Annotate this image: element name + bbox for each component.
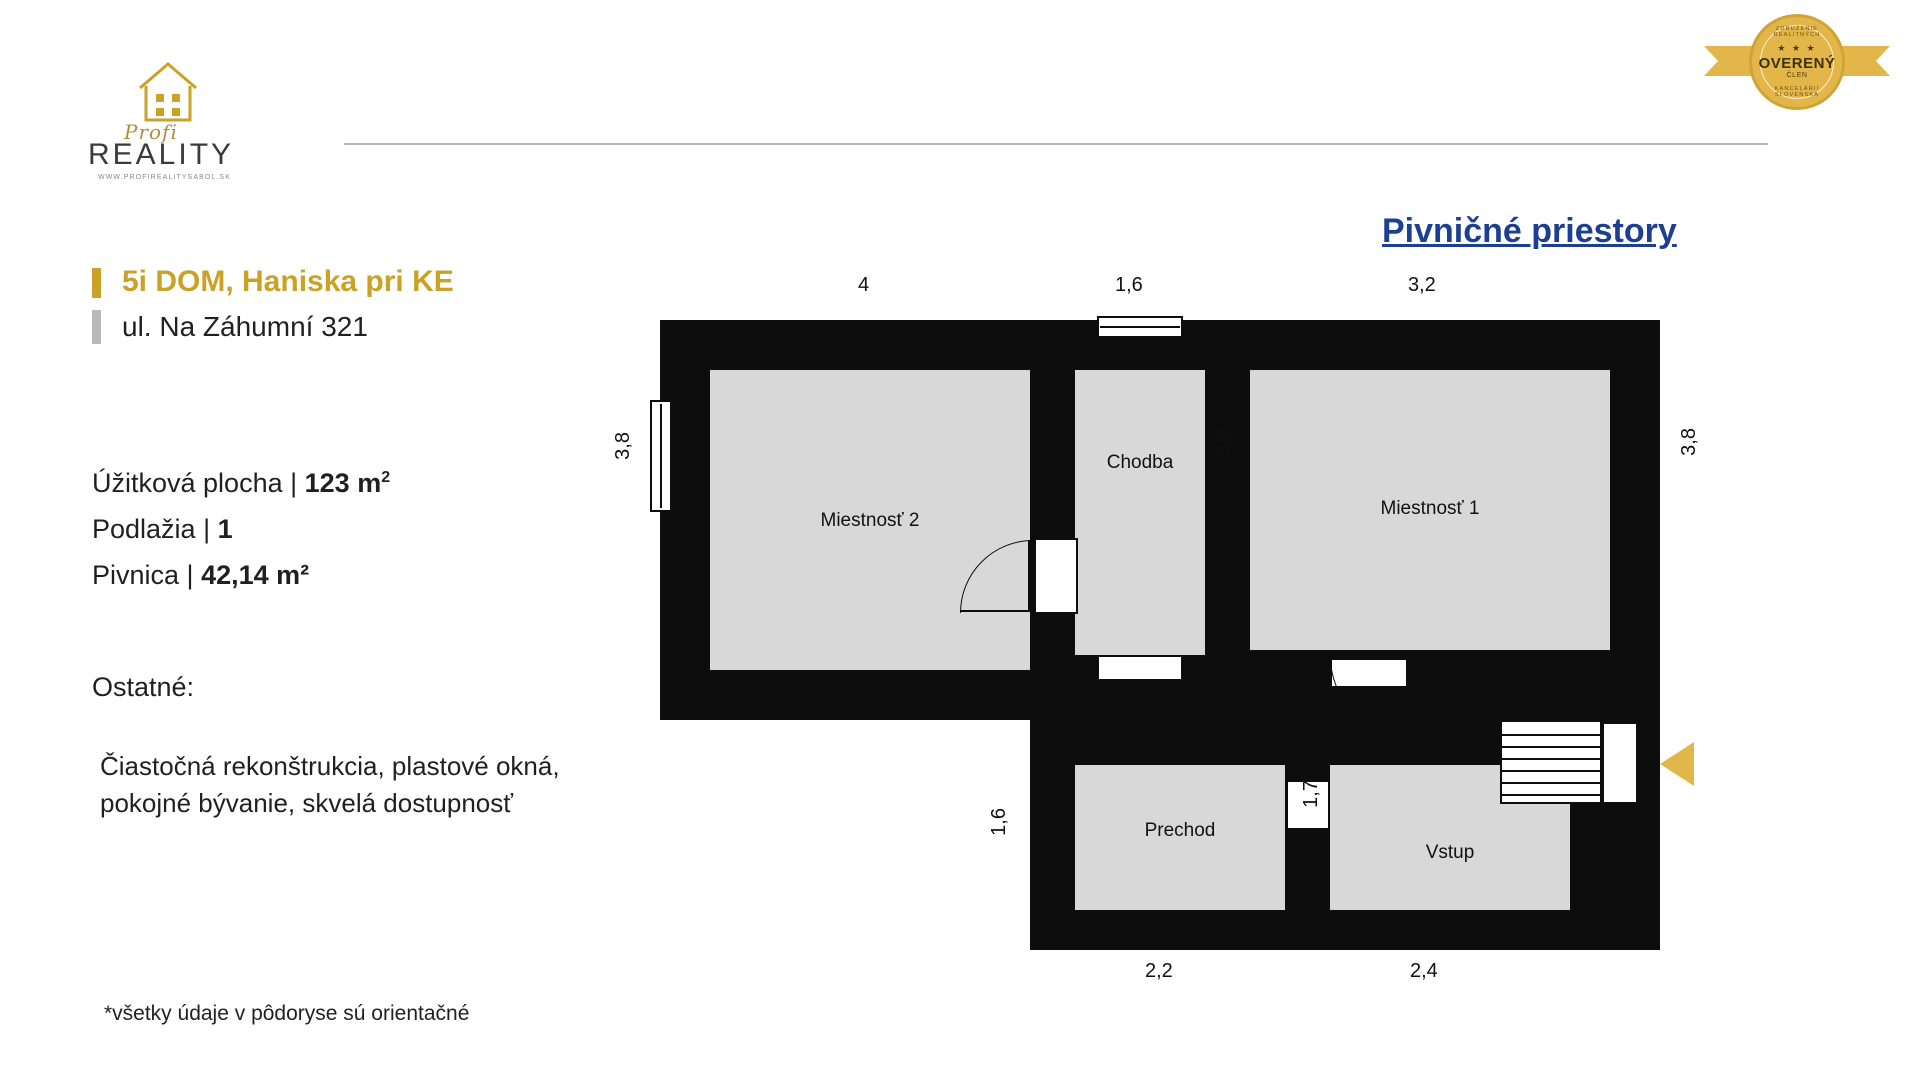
dim-top-right: 3,2 (1408, 274, 1436, 296)
room-chodba (1075, 370, 1205, 655)
title-accent-bar-gold (92, 268, 101, 298)
room-label-miestnost-1: Miestnosť 1 (1380, 498, 1480, 519)
brand-logo (88, 58, 288, 198)
room-label-vstup: Vstup (1425, 842, 1475, 863)
room-label-chodba: Chodba (1106, 452, 1174, 473)
logo-script-text: Profi (124, 120, 178, 144)
window-vstup-exterior (1602, 722, 1638, 804)
fact-label-floors: Podlažia | (92, 514, 211, 544)
facts-list (92, 455, 612, 598)
logo-main-text: REALITY (88, 138, 235, 171)
fact-value-cellar: 42,14 m² (201, 560, 310, 590)
page-title: 5i DOM, Haniska pri KE (122, 265, 454, 298)
fact-label-area: Úžitková plocha | (92, 468, 298, 498)
footnote-text: *všetky údaje v pôdoryse sú orientačné (104, 1002, 470, 1025)
dim-left-vertical: 3,8 (612, 432, 634, 460)
entrance-arrow-icon (1660, 742, 1694, 786)
fact-value-floors: 1 (217, 514, 233, 544)
door-frame-miestnost-2 (1034, 538, 1078, 614)
verified-member-badge (1702, 8, 1892, 116)
window-left-miestnost-2-line (660, 404, 662, 508)
fact-value-area: 123 m (304, 468, 382, 498)
fact-row-cellar (92, 552, 612, 598)
dim-top-left: 4 (858, 274, 870, 296)
window-chodba-prechod (1097, 655, 1183, 681)
badge-circle (1749, 14, 1845, 110)
fact-label-cellar: Pivnica | (92, 560, 194, 590)
stair-step (1502, 746, 1600, 748)
badge-sub-text: ČLEN (1786, 72, 1808, 79)
other-label: Ostatné: (92, 672, 195, 702)
badge-stars-icon: ★ ★ ★ (1777, 43, 1817, 53)
header-divider (344, 143, 1768, 145)
title-accent-bar-grey (92, 310, 101, 344)
page-subtitle: ul. Na Záhumní 321 (122, 311, 368, 342)
other-text: Čiastočná rekonštrukcia, plastové okná, pokojné bývanie, skvelá dostupnosť (100, 751, 560, 818)
door-swing-line-miestnost-2 (960, 610, 1032, 612)
stairs-vstup (1500, 720, 1602, 804)
fact-row-floors (92, 506, 612, 552)
dim-bottom-right: 2,4 (1410, 960, 1438, 982)
floor-plan (600, 274, 1720, 982)
stair-step (1502, 794, 1600, 796)
house-logo-icon (134, 58, 202, 126)
fact-row-area (92, 455, 612, 506)
dim-top-mid: 1,6 (1115, 274, 1143, 296)
dim-lower-left-vertical: 1,6 (988, 808, 1010, 836)
badge-bottom-text: KANCELÁRIÍ SLOVENSKA (1774, 86, 1820, 98)
logo-url-text: WWW.PROFIREALITYSABOL.SK (98, 174, 231, 181)
window-top-chodba-line (1100, 326, 1180, 328)
badge-top-text: ZDRUŽENIE REALITNÝCH (1773, 26, 1821, 38)
stair-step (1502, 782, 1600, 784)
dim-lower-mid-vertical: 1,7 (1300, 780, 1322, 808)
stair-step (1502, 734, 1600, 736)
stair-step (1502, 758, 1600, 760)
dim-bottom-left: 2,2 (1145, 960, 1173, 982)
room-label-miestnost-2: Miestnosť 2 (820, 510, 920, 531)
dim-mid-vertical: 3,8 (1213, 428, 1235, 456)
fact-value-area-sup: 2 (381, 469, 391, 486)
badge-main-text: OVERENÝ (1758, 55, 1836, 72)
room-label-prechod: Prechod (1144, 820, 1216, 841)
plan-title: Pivničné priestory (1382, 212, 1677, 250)
dim-right-vertical: 3,8 (1678, 428, 1700, 456)
stair-step (1502, 770, 1600, 772)
